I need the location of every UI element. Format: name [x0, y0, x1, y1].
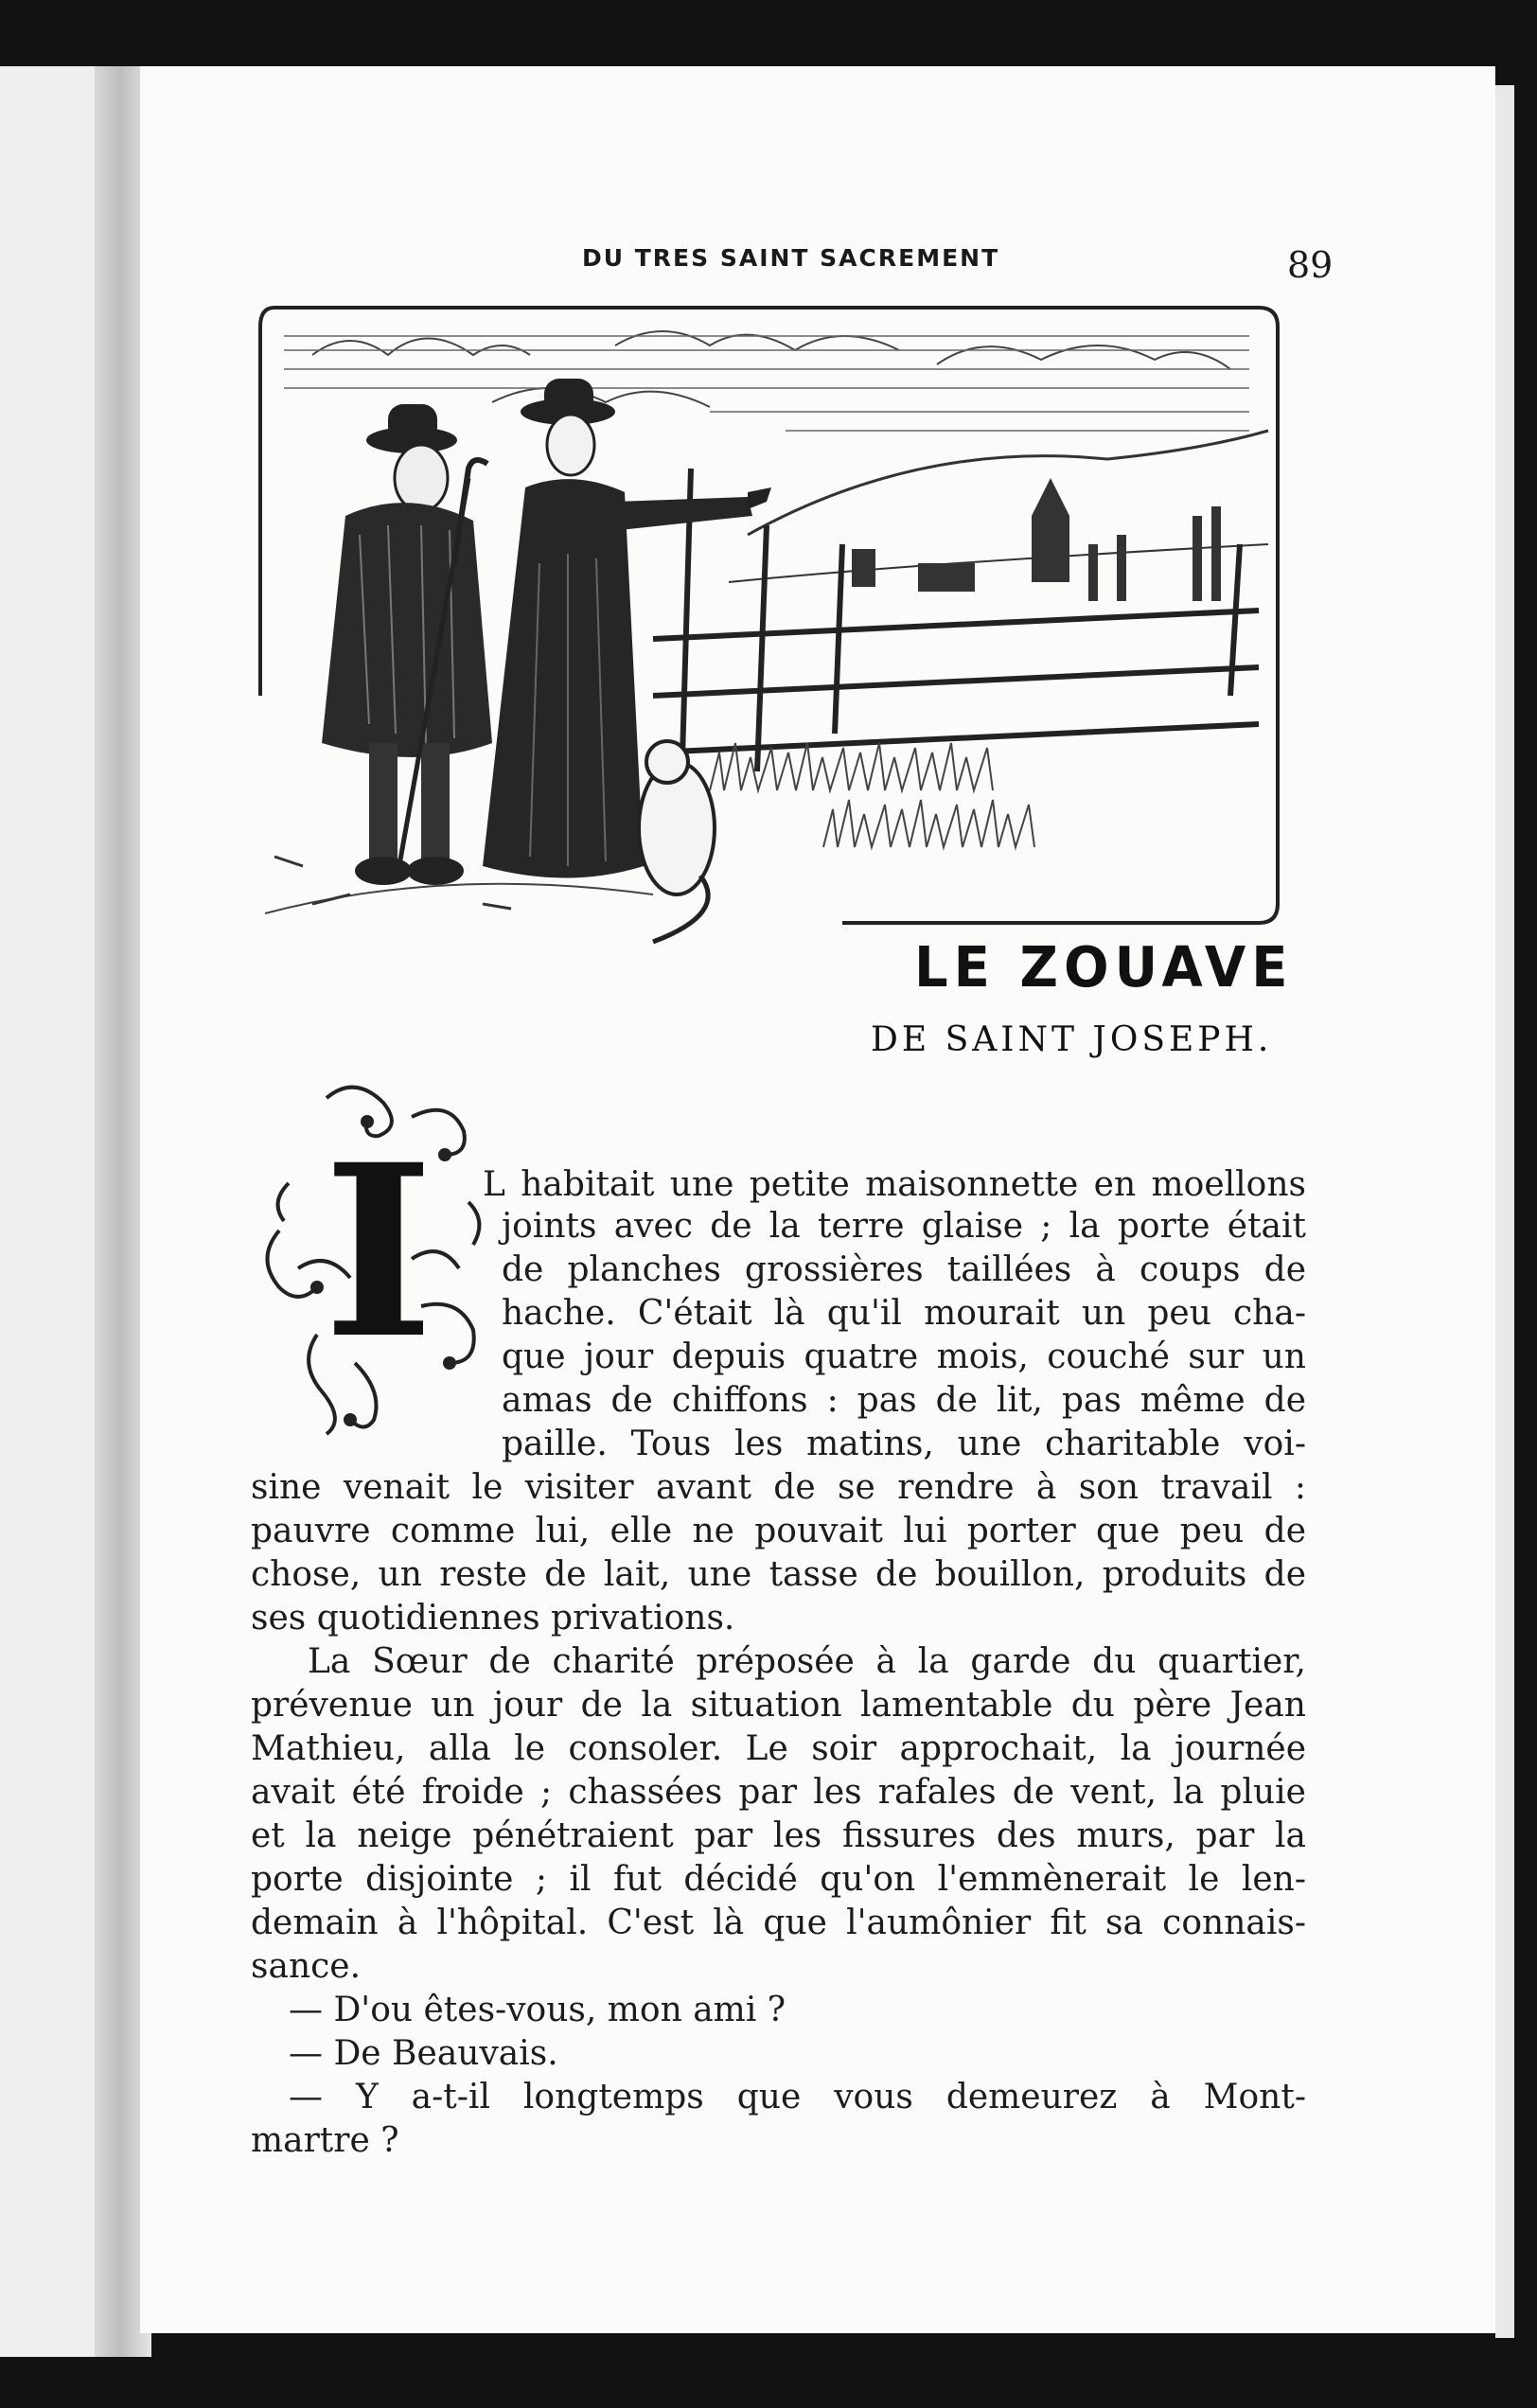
text-line: chose, un reste de lait, une tasse de bouillon, produits de [251, 1555, 1306, 1594]
running-header: DU TRES SAINT SACREMENT [582, 244, 1000, 272]
text-line: et la neige pénétraient par les fissures des murs, par la [251, 1816, 1306, 1855]
chapter-subtitle: DE SAINT JOSEPH. [871, 1020, 1273, 1059]
text-line: L habitait une petite maisonnette en moellons [483, 1165, 1306, 1204]
text-line: sance. [251, 1947, 362, 1986]
chapter-title: LE ZOUAVE [914, 935, 1294, 1000]
text-line: joints avec de la terre glaise ; la porte était [502, 1207, 1306, 1246]
text-line: demain à l'hôpital. C'est là que l'aumônier fit sa connais- [251, 1903, 1306, 1942]
dropcap-letter: I [323, 1112, 434, 1390]
text-line: prévenue un jour de la situation lamentable du père Jean [251, 1686, 1306, 1725]
text-line: avait été froide ; chassées par les rafales de vent, la pluie [251, 1773, 1306, 1812]
ornamental-initial-icon [260, 1079, 497, 1443]
text-line: de planches grossières taillées à coups de [502, 1250, 1306, 1289]
text-line: paille. Tous les matins, une charitable voi- [502, 1425, 1306, 1463]
text-line: sine venait le visiter avant de se rendre à son travail : [251, 1468, 1306, 1507]
text-line: pauvre comme lui, elle ne pouvait lui porter que peu de [251, 1512, 1306, 1550]
text-line: porte disjointe ; il fut décidé qu'on l'emmènerait le len- [251, 1860, 1306, 1899]
text-line: La Sœur de charité préposée à la garde du quartier, [308, 1642, 1306, 1681]
text-line: martre ? [251, 2121, 399, 2160]
text-line: hache. C'était là qu'il mourait un peu cha- [502, 1294, 1306, 1333]
page-number: 89 [1287, 244, 1334, 286]
text-line: — D'ou êtes-vous, mon ami ? [289, 1991, 786, 2029]
engraving-icon [256, 298, 1316, 1032]
text-line: amas de chiffons : pas de lit, pas même de [502, 1381, 1306, 1420]
text-line: ses quotidiennes privations. [251, 1599, 735, 1638]
page-edge [1495, 85, 1514, 2338]
text-line: que jour depuis quatre mois, couché sur un [502, 1337, 1306, 1376]
text-line: — De Beauvais. [289, 2034, 558, 2073]
text-line: — Y a-t-il longtemps que vous demeurez à Mont- [289, 2078, 1306, 2116]
text-line: Mathieu, alla le consoler. Le soir approchait, la journée [251, 1729, 1306, 1768]
